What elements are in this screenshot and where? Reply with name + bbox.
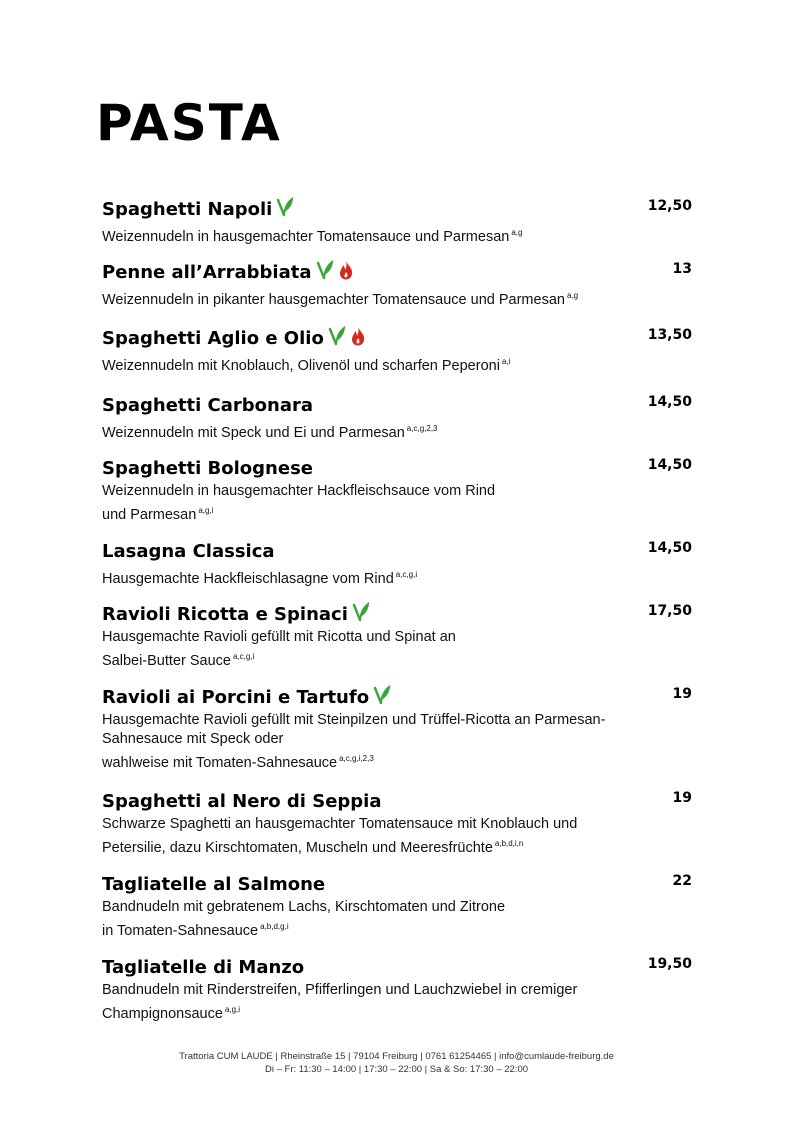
description-text: Sahnesauce mit Speck oder <box>102 731 284 747</box>
dish-name: Spaghetti Bolognese <box>102 458 313 479</box>
description-line <box>102 223 692 247</box>
vegetarian-icon <box>328 326 346 351</box>
footer-hours: Di – Fr: 11:30 – 14:00 | 17:30 – 22:00 | Sa & So: 17:30 – 22:00 <box>264 1064 529 1075</box>
dish-description <box>102 286 692 310</box>
menu-item-header <box>102 871 692 899</box>
description-line <box>102 1000 692 1024</box>
dish-name: Spaghetti Carbonara <box>102 395 314 416</box>
description-line <box>102 815 692 834</box>
description-text: Hausgemachte Hackfleischlasagne vom Rind <box>102 571 394 587</box>
dish-name: Spaghetti Aglio e Olio <box>102 328 324 349</box>
description-text: Weizennudeln mit Speck und Ei und Parmesan <box>102 425 405 441</box>
description-text: Salbei-Butter Sauce <box>102 653 231 669</box>
dish-description <box>102 352 692 376</box>
menu-item-header <box>102 954 692 982</box>
description-text: und Parmesan <box>102 507 197 523</box>
menu-item-header <box>102 455 692 483</box>
vegetarian-icon <box>373 685 391 710</box>
menu-item <box>102 392 692 443</box>
menu-item-header <box>102 392 692 420</box>
description-line <box>102 898 692 917</box>
menu-item <box>102 538 692 589</box>
description-line <box>102 501 692 525</box>
description-text: Hausgemachte Ravioli gefüllt mit Ricotta und Spinat an <box>102 629 456 645</box>
menu-item <box>102 954 692 1024</box>
dish-name: Penne all’Arrabbiata <box>102 262 312 283</box>
dish-description <box>102 628 692 671</box>
allergen-codes: a,g,i <box>224 1005 241 1014</box>
dish-name: Lasagna Classica <box>102 541 275 562</box>
dish-price: 13 <box>672 261 692 277</box>
dish-price: 13,50 <box>647 327 692 343</box>
description-line <box>102 647 692 671</box>
description-line <box>102 711 692 730</box>
allergen-codes: a,c,g,i <box>395 570 418 579</box>
page-title: PASTA <box>96 94 282 152</box>
spicy-icon <box>338 260 354 285</box>
description-text: Petersilie, dazu Kirschtomaten, Muscheln und Meeresfrüchte <box>102 840 493 856</box>
footer <box>0 1050 793 1076</box>
menu-item <box>102 871 692 941</box>
dish-price: 14,50 <box>647 540 692 556</box>
description-text: Weizennudeln in hausgemachter Tomatensauce und Parmesan <box>102 229 510 245</box>
dish-description <box>102 815 692 858</box>
allergen-codes: a,b,d,g,i <box>260 922 289 931</box>
description-text: Schwarze Spaghetti an hausgemachter Tomatensauce mit Knoblauch und <box>102 816 578 832</box>
description-line <box>102 917 692 941</box>
dish-name: Tagliatelle di Manzo <box>102 957 305 978</box>
menu-item-header <box>102 788 692 816</box>
dish-description <box>102 419 692 443</box>
description-line <box>102 981 692 1000</box>
description-text: Bandnudeln mit Rinderstreifen, Pfifferlingen und Lauchzwiebel in cremiger <box>102 982 578 998</box>
menu-item-header <box>102 196 692 224</box>
description-line <box>102 352 692 376</box>
vegetarian-icon <box>276 197 294 222</box>
menu-item <box>102 259 692 310</box>
menu-item <box>102 788 692 858</box>
description-line <box>102 628 692 647</box>
menu-item <box>102 601 692 671</box>
description-text: Bandnudeln mit gebratenem Lachs, Kirschtomaten und Zitrone <box>102 899 506 915</box>
dish-name: Spaghetti al Nero di Seppia <box>102 791 382 812</box>
dish-price: 14,50 <box>647 457 692 473</box>
vegetarian-icon <box>352 602 370 627</box>
menu-item-header <box>102 538 692 566</box>
description-text: wahlweise mit Tomaten-Sahnesauce <box>102 755 338 771</box>
description-line <box>102 565 692 589</box>
spicy-icon <box>350 326 366 351</box>
description-line <box>102 834 692 858</box>
description-text: Weizennudeln in hausgemachter Hackfleischsauce vom Rind <box>102 483 496 499</box>
description-text: Champignonsauce <box>102 1006 223 1022</box>
footer-address: Trattoria CUM LAUDE | Rheinstraße 15 | 79104 Freiburg | 0761 61254465 | info@cumlaude-freiburg.de <box>179 1051 614 1062</box>
dish-description <box>102 898 692 941</box>
allergen-codes: a,c,g,i <box>232 652 255 661</box>
description-text: Weizennudeln in pikanter hausgemachter Tomatensauce und Parmesan <box>102 292 565 308</box>
allergen-codes: a,i <box>501 357 511 366</box>
dish-name: Ravioli ai Porcini e Tartufo <box>102 687 370 708</box>
menu-item <box>102 684 692 773</box>
allergen-codes: a,b,d,i,n <box>494 839 524 848</box>
vegetarian-icon <box>316 260 334 285</box>
menu-item <box>102 455 692 525</box>
allergen-codes: a,g <box>511 228 523 237</box>
menu-item-header <box>102 684 692 712</box>
menu-item <box>102 325 692 376</box>
dish-price: 14,50 <box>647 394 692 410</box>
description-text: in Tomaten-Sahnesauce <box>102 923 259 939</box>
dish-price: 19,50 <box>647 956 692 972</box>
dish-description <box>102 223 692 247</box>
allergen-codes: a,g,i <box>198 506 214 515</box>
dish-price: 17,50 <box>647 603 692 619</box>
description-line <box>102 419 692 443</box>
description-line <box>102 286 692 310</box>
dish-description <box>102 711 692 773</box>
dish-name: Spaghetti Napoli <box>102 199 273 220</box>
menu-item-header <box>102 259 692 287</box>
dish-name: Ravioli Ricotta e Spinaci <box>102 604 348 625</box>
description-line <box>102 749 692 773</box>
dish-price: 12,50 <box>647 198 692 214</box>
description-line <box>102 482 692 501</box>
description-text: Hausgemachte Ravioli gefüllt mit Steinpilzen und Trüffel-Ricotta an Parmesan- <box>102 712 606 728</box>
dish-description <box>102 565 692 589</box>
dish-description <box>102 482 692 525</box>
description-line <box>102 730 692 749</box>
menu-item <box>102 196 692 247</box>
menu-item-header <box>102 601 692 629</box>
dish-price: 22 <box>672 873 692 889</box>
allergen-codes: a,c,g,2,3 <box>406 424 438 433</box>
dish-name: Tagliatelle al Salmone <box>102 874 326 895</box>
dish-price: 19 <box>672 790 692 806</box>
allergen-codes: a,g <box>566 291 579 300</box>
dish-price: 19 <box>672 686 692 702</box>
allergen-codes: a,c,g,i,2,3 <box>339 754 374 763</box>
dish-description <box>102 981 692 1024</box>
description-text: Weizennudeln mit Knoblauch, Olivenöl und scharfen Peperoni <box>102 358 500 374</box>
menu-item-header <box>102 325 692 353</box>
